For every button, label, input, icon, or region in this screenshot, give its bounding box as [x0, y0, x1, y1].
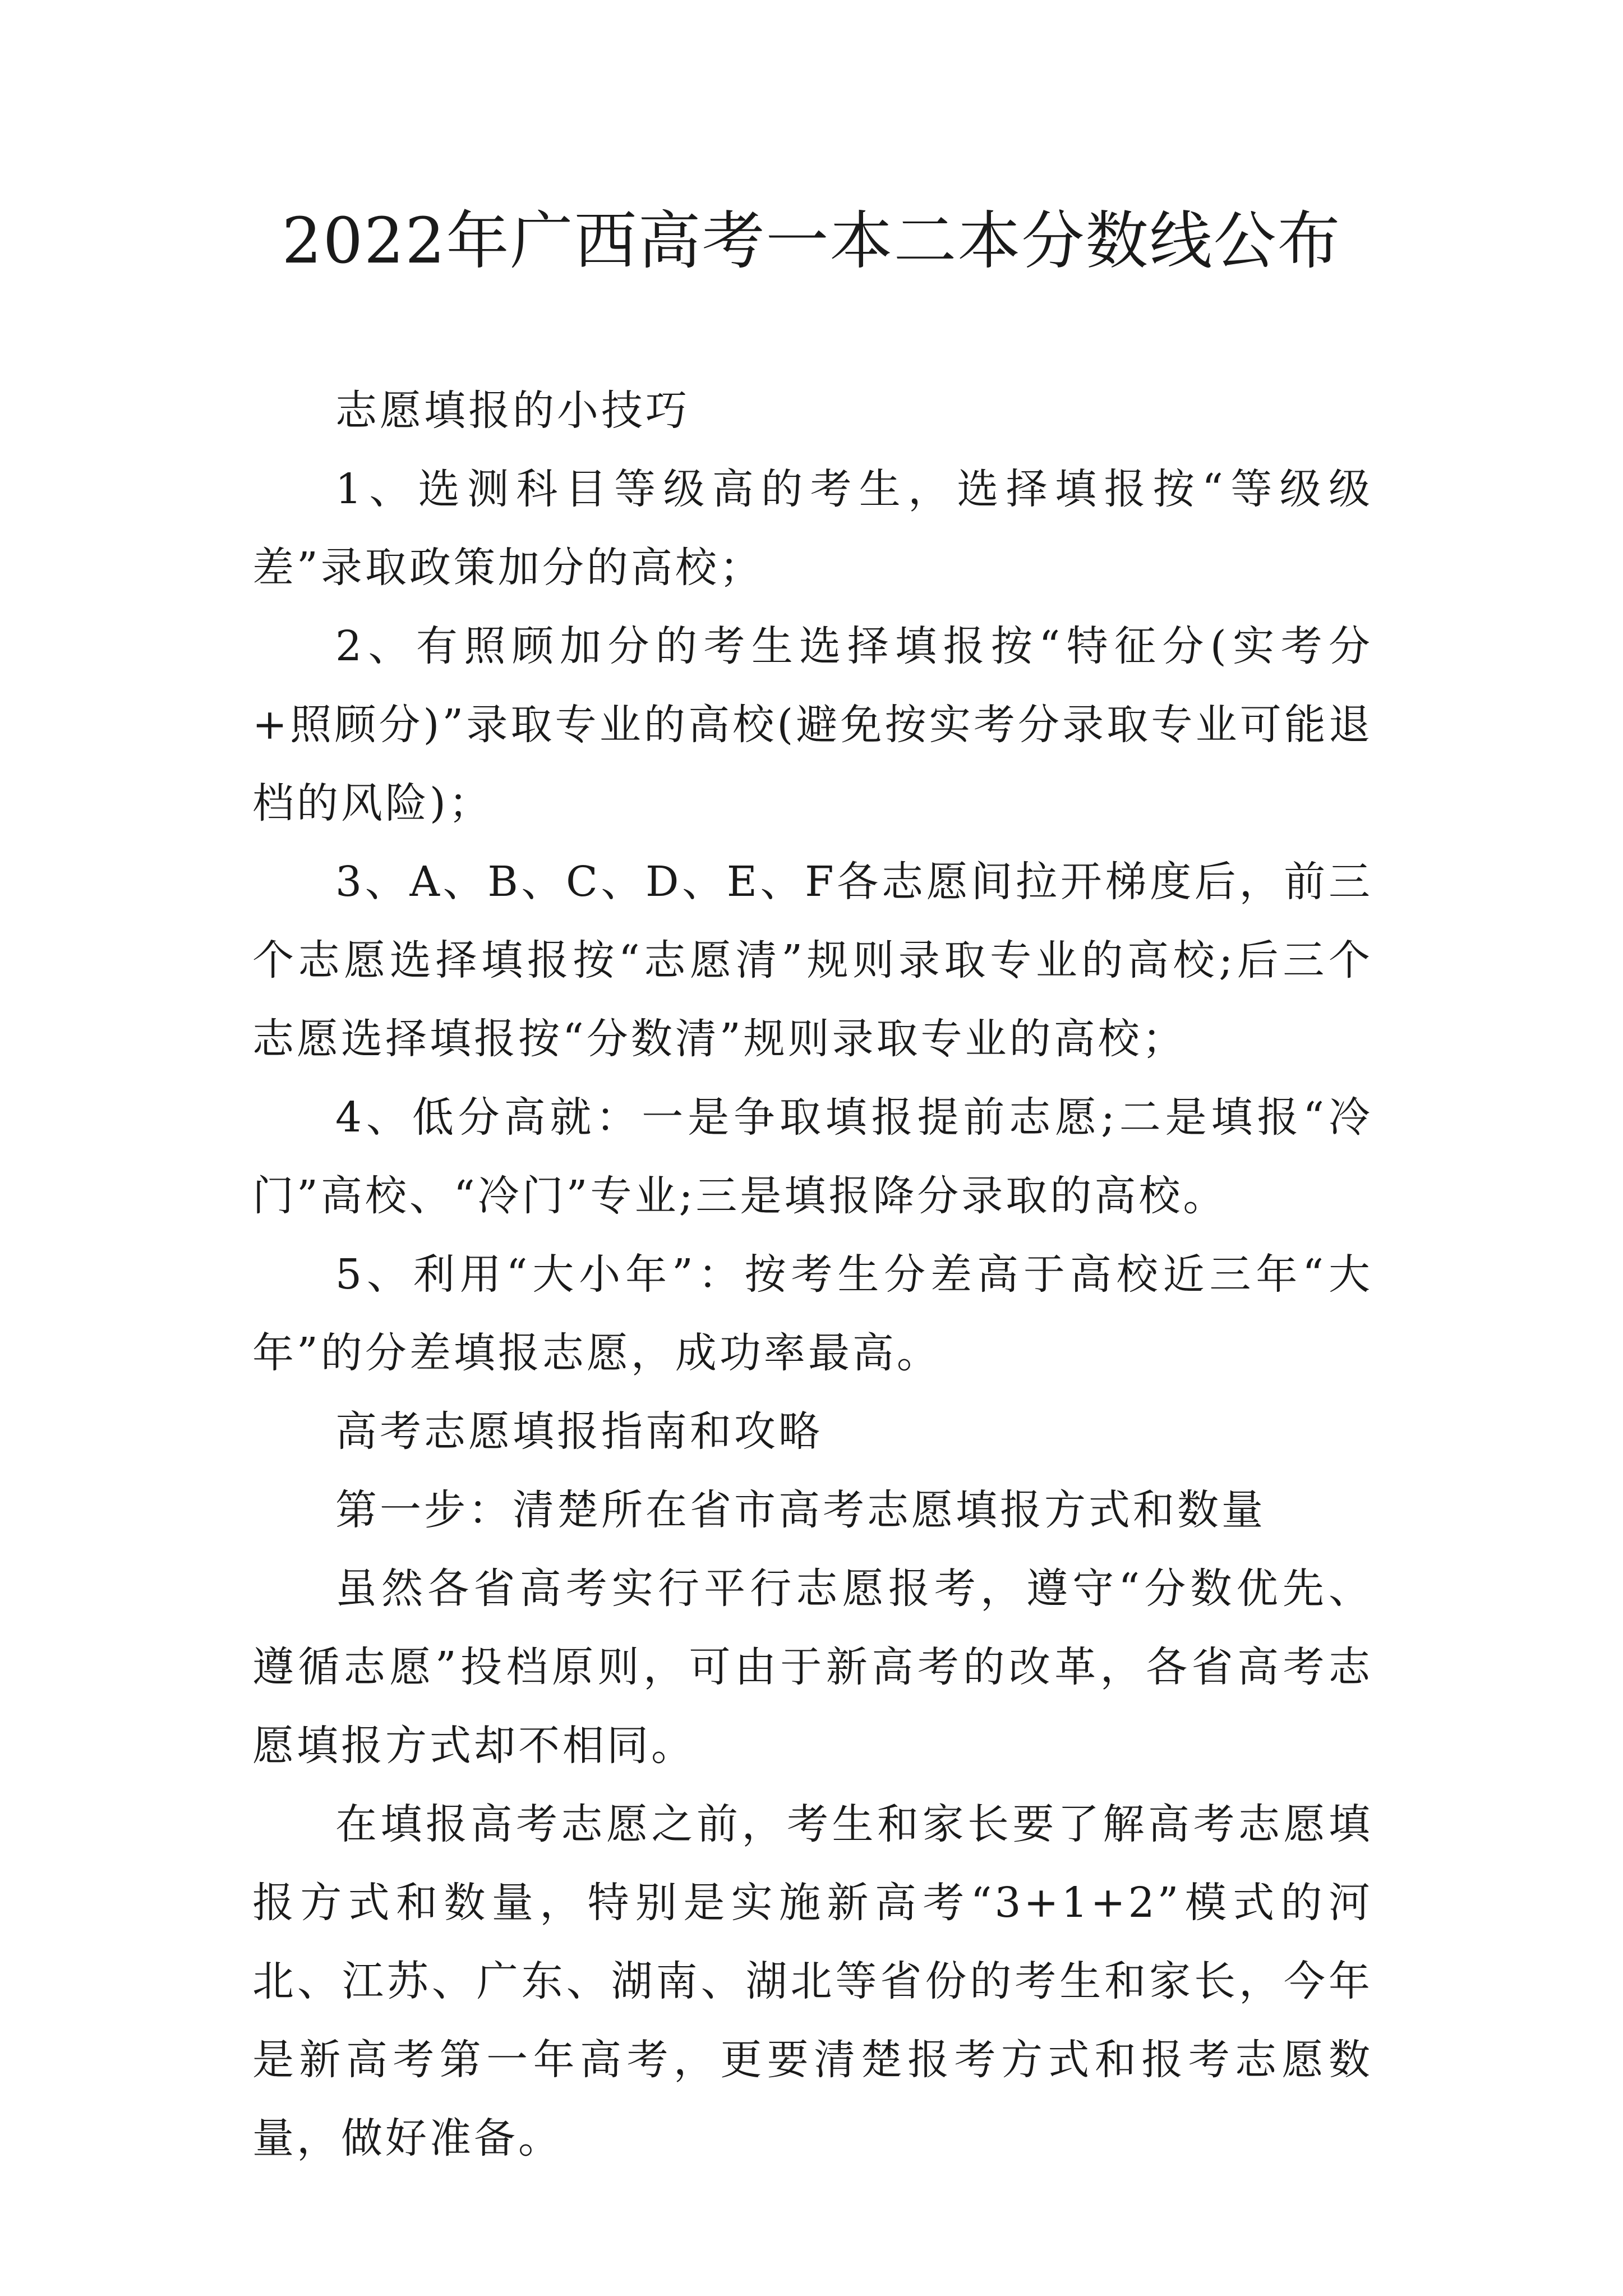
paragraph: 第一步：清楚所在省市高考志愿填报方式和数量	[335, 1486, 1266, 1534]
paragraph: 4、低分高就：一是争取填报提前志愿;二是填报“冷门”高校、“冷门”专业;三是填报降分录取的高校。	[252, 1093, 1373, 1220]
paragraph: 在填报高考志愿之前，考生和家长要了解高考志愿填报方式和数量，特别是实施新高考“3+1+2”模式的河北、江苏、广东、湖南、湖北等省份的考生和家长，今年是新高考第一年高考，更要清楚报考方式和报考志愿数量，做好准备。	[252, 1800, 1373, 2162]
paragraph: 2、有照顾加分的考生选择填报按“特征分(实考分+照顾分)”录取专业的高校(避免按实考分录取专业可能退档的风险)；	[252, 622, 1373, 827]
paragraph: 志愿填报的小技巧	[335, 386, 690, 435]
document-body	[252, 371, 1373, 2178]
paragraph: 高考志愿填报指南和攻略	[335, 1407, 823, 1456]
paragraph: 虽然各省高考实行平行志愿报考，遵守“分数优先、遵循志愿”投档原则，可由于新高考的改革，各省高考志愿填报方式却不相同。	[252, 1565, 1373, 1770]
paragraph: 5、利用“大小年”：按考生分差高于高校近三年“大年”的分差填报志愿，成功率最高。	[252, 1250, 1373, 1377]
paragraph: 3、A、B、C、D、E、F各志愿间拉开梯度后，前三个志愿选择填报按“志愿清”规则录取专业的高校;后三个志愿选择填报按“分数清”规则录取专业的高校；	[252, 858, 1373, 1063]
paragraph: 1、选测科目等级高的考生，选择填报按“等级级差”录取政策加分的高校；	[252, 465, 1373, 592]
document-title: 2022年广西高考一本二本分数线公布	[282, 205, 1341, 278]
